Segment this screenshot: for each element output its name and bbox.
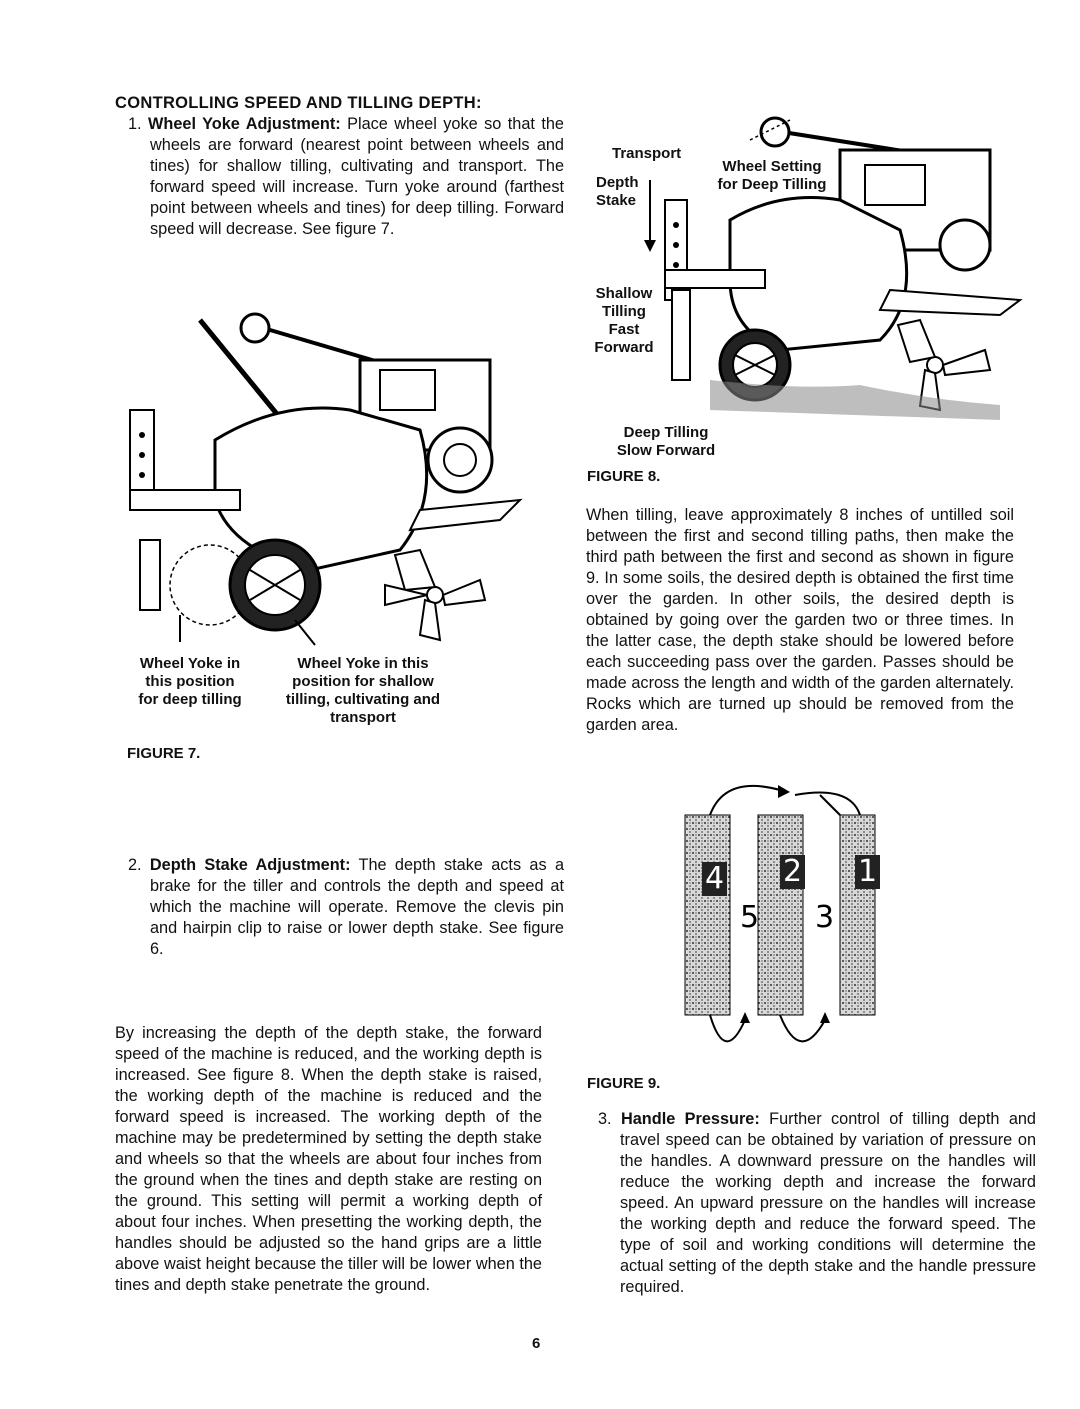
item-number: 1. [128, 115, 142, 133]
wheel-yoke-text: Place wheel yoke so that the wheels are forward (nearest point between wheels and tines) for shallow tilling, cultivating and transport. The forward speed will increase. Turn yoke around (farthest point between wheels and tines) for deep tilling. Forward speed will decrease. See figure 7. [150, 115, 564, 238]
figure-9-tilling-pattern [680, 780, 880, 1060]
pass-number-2: 2 [780, 855, 805, 889]
caption-line: for deep tilling [138, 691, 242, 708]
label-line: Shallow [595, 285, 653, 302]
caption-line: tilling, cultivating and [285, 691, 441, 708]
wheel-yoke-lead: Wheel Yoke Adjustment: [148, 115, 341, 133]
caption-line: transport [330, 709, 396, 726]
depth-stake-text: The depth stake acts as a brake for the tiller and controls the depth and speed at which the machine will operate. Remove the clevis pin and hairpin clip to raise or lower depth stake. See figure 6. [150, 856, 564, 958]
pass-number-1: 1 [855, 855, 880, 889]
caption-line: this position [145, 673, 235, 690]
transport-label: Transport [612, 145, 682, 162]
pass-number-5: 5 [740, 900, 760, 935]
tilling-paths-paragraph: When tilling, leave approximately 8 inches of untilled soil between the first and second tilling paths, then make the third path between the first and second as shown in figure 9. In some soils, the desired depth is obtained the first time over the garden. In other soils, the desired depth is obtained by going over the garden two or three times. In the latter case, the depth stake should be lowered before each succeeding pass over the garden. Passes should be made across the length and width of the garden alternately. Rocks which are turned up should be removed from the garden area. [586, 506, 1014, 734]
label-line: for Deep Tilling [717, 176, 827, 193]
label-line: Slow Forward [616, 442, 716, 459]
section-heading: CONTROLLING SPEED AND TILLING DEPTH: [115, 94, 482, 112]
figure-8-label: FIGURE 8. [587, 468, 661, 485]
label-line: Wheel Setting [722, 158, 822, 175]
handle-pressure-paragraph [598, 1109, 1036, 1298]
caption-line: position for shallow [292, 673, 434, 690]
depth-stake-paragraph [128, 855, 564, 960]
figure-7-label: FIGURE 7. [127, 745, 201, 762]
label-line: Deep Tilling [623, 424, 709, 441]
shallow-tilling-label [589, 285, 659, 357]
wheel-yoke-paragraph [128, 114, 564, 240]
pass-number-3: 3 [815, 900, 835, 935]
deep-tilling-label [606, 424, 726, 460]
handle-pressure-text: Further control of tilling depth and travel speed can be obtained by variation of pressure on the handles. A downward pressure on the handles will reduce the working depth and increase the forward speed. An upward pressure on the handles will increase the working depth and reduce the forward speed. The type of soil and working conditions will determine the actual setting of the depth stake and the handle pressure required. [620, 1110, 1036, 1296]
figure-7-tiller-illustration [120, 300, 530, 645]
wheel-setting-label [697, 158, 847, 194]
label-line: Fast [608, 321, 640, 338]
label-line: Forward [594, 339, 654, 356]
handle-pressure-lead: Handle Pressure: [620, 1110, 760, 1128]
pass-number-4: 4 [702, 862, 727, 896]
depth-stake-label [596, 174, 639, 210]
figure-7-caption-shallow [266, 655, 460, 727]
figure-7-caption-deep [124, 655, 256, 709]
depth-stake-lead: Depth Stake Adjustment: [149, 856, 351, 874]
label-line: Stake [596, 192, 637, 209]
label-line: Tilling [602, 303, 646, 320]
figure-9-label: FIGURE 9. [587, 1075, 661, 1092]
item-number: 3. [598, 1110, 612, 1128]
working-depth-paragraph: By increasing the depth of the depth stake, the forward speed of the machine is reduced, and the working depth is increased. See figure 8. When the depth stake is raised, the working depth of the machine is reduced and the forward speed is increased. The working depth of the machine may be predetermined by setting the depth stake and wheels so that the wheels are about four inches from the ground when the tines and depth stake are resting on the ground. This setting will permit a working depth of about four inches. When presetting the working depth, the handles should be adjusted so the hand grips are a little above waist height because the tiller will be lower when the tines and depth stake penetrate the ground. [115, 1024, 542, 1294]
caption-line: Wheel Yoke in this [297, 655, 429, 672]
caption-line: Wheel Yoke in [139, 655, 241, 672]
item-number: 2. [128, 856, 142, 874]
page-number: 6 [532, 1335, 541, 1352]
label-line: Depth [596, 174, 639, 191]
